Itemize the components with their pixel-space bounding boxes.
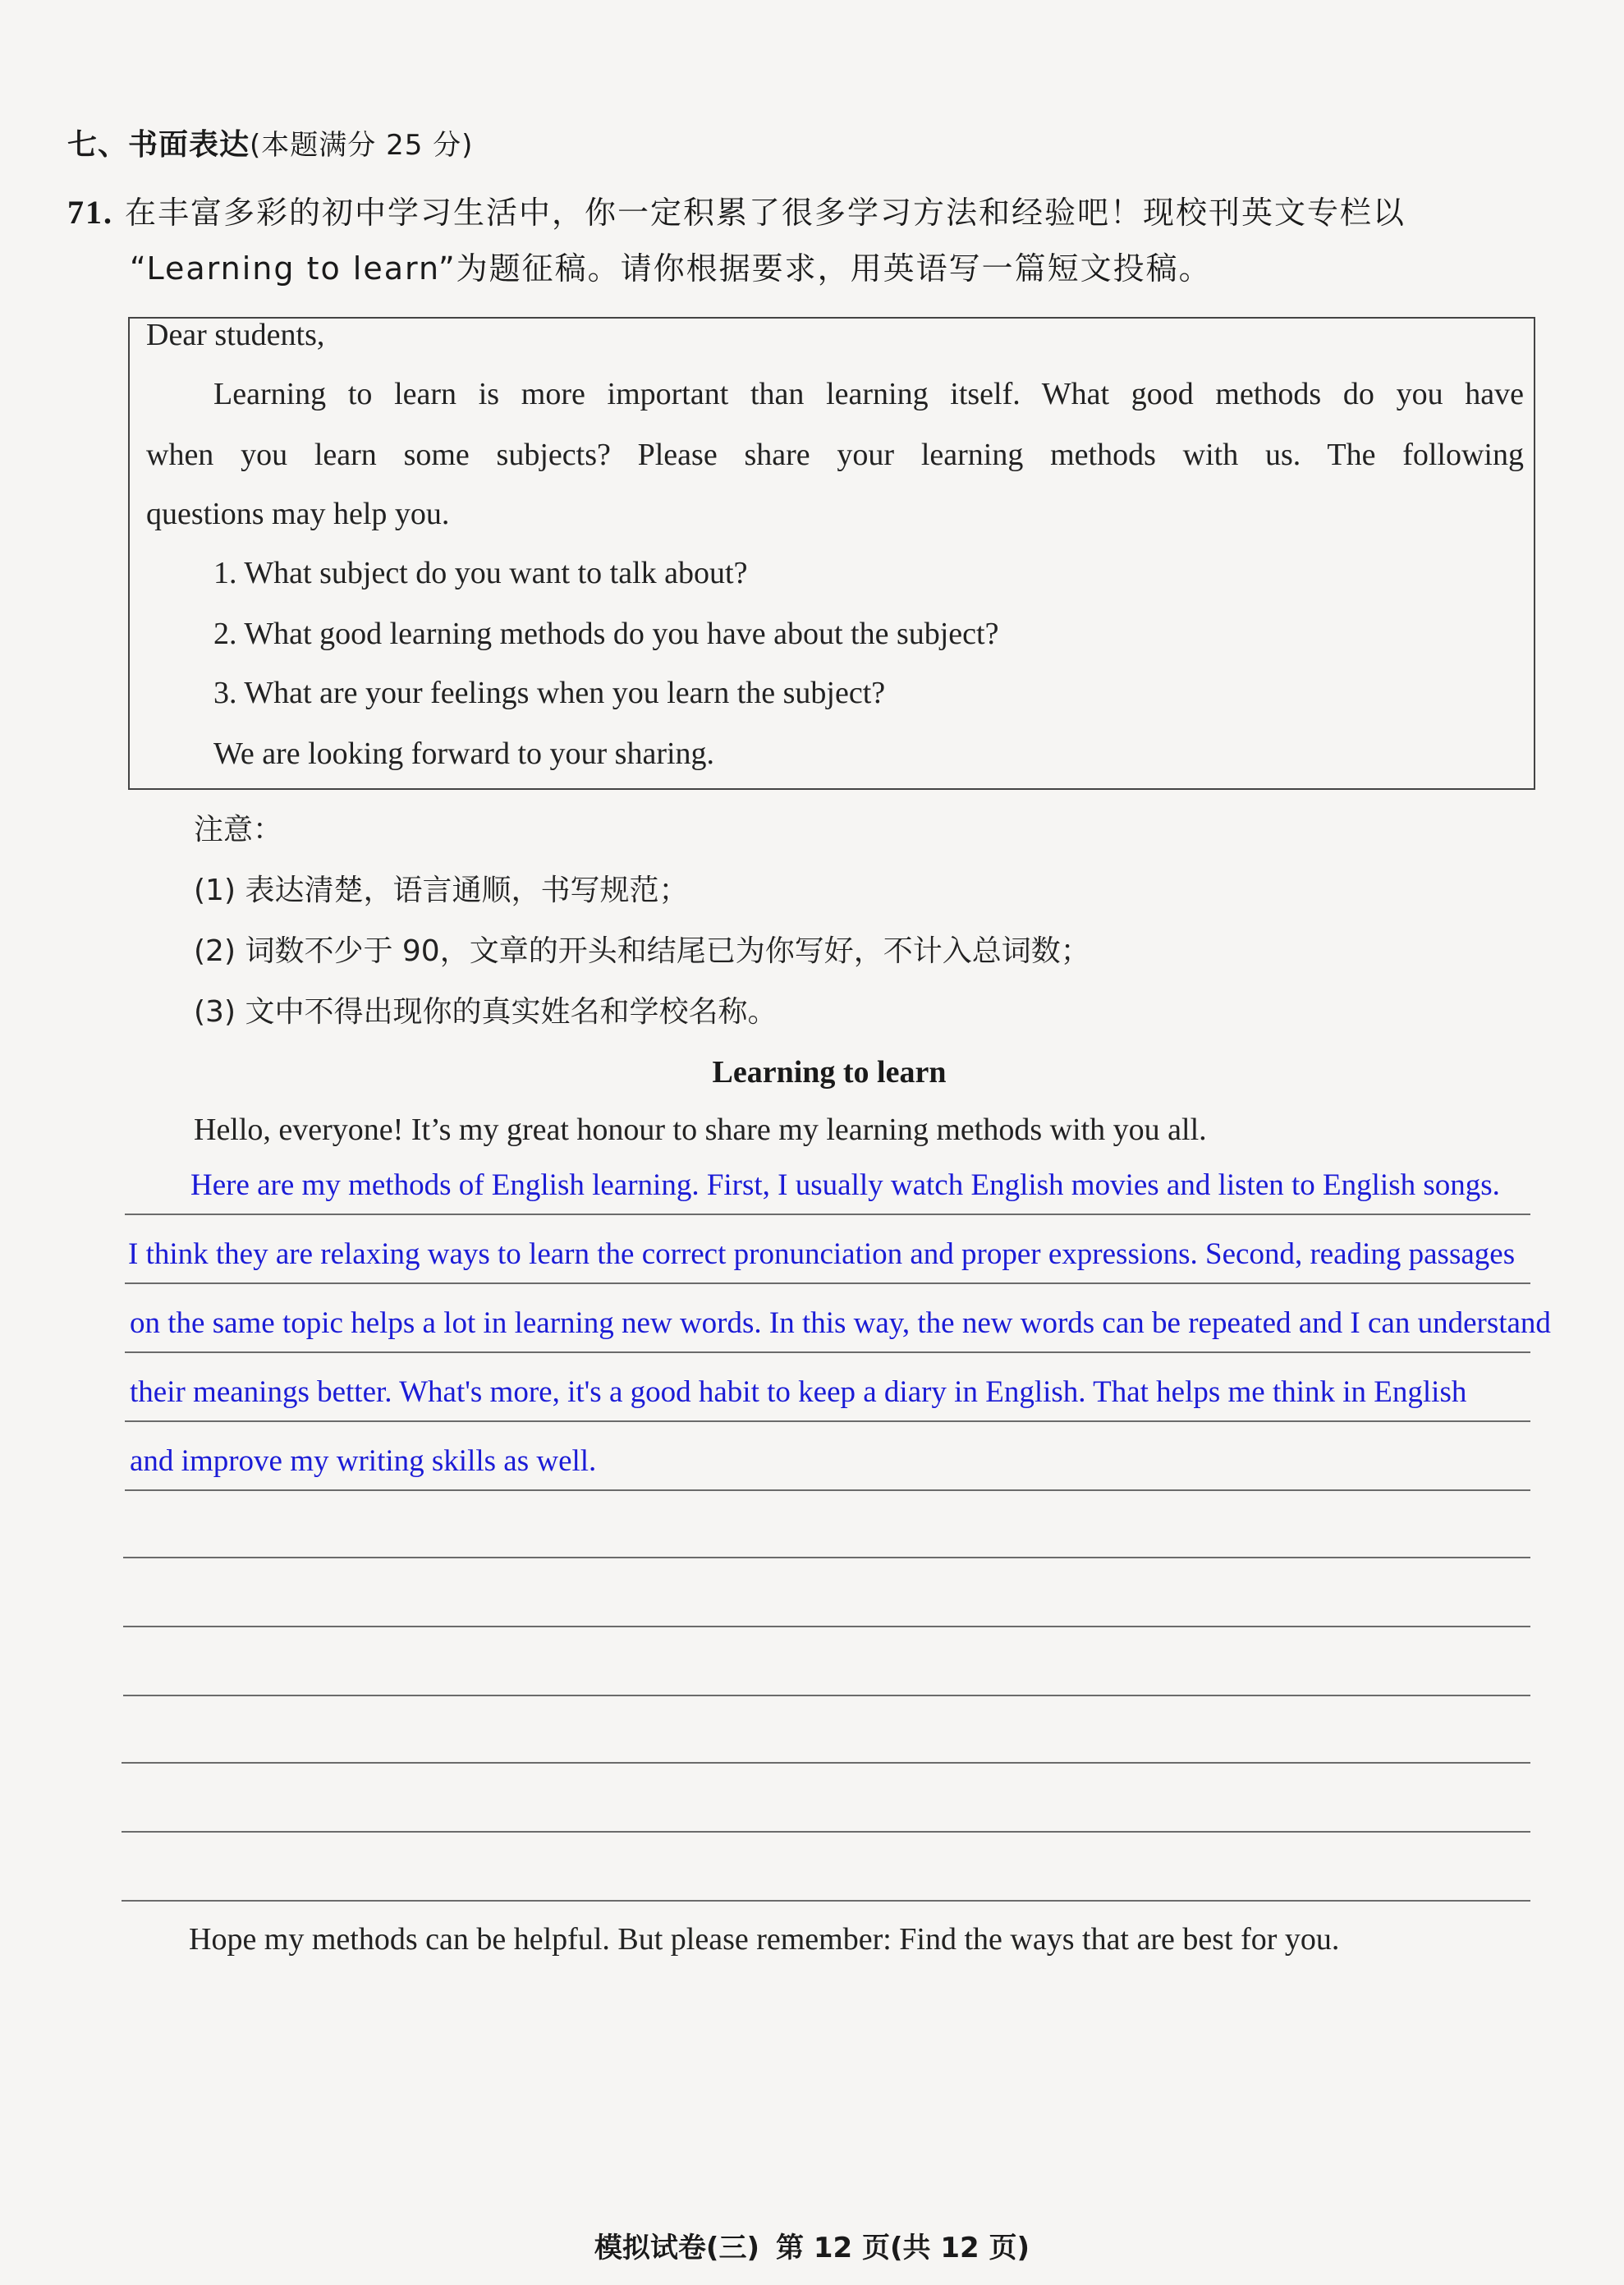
prompt-closing: We are looking forward to your sharing. [213, 736, 715, 771]
prompt-paragraph-line-2: when you learn some subjects? Please share your learning methods with us. The following [146, 438, 1524, 472]
writing-rule [125, 1489, 1530, 1491]
prompt-question-3: 3. What are your feelings when you learn the subject? [213, 676, 886, 710]
prompt-question-2: 2. What good learning methods do you have about the subject? [213, 617, 999, 651]
handwritten-line-3: on the same topic helps a lot in learning new words. In this way, the new words can be repeated and I can understand [130, 1306, 1551, 1340]
writing-rule [125, 1282, 1530, 1284]
section-score-note: (本题满分 25 分) [250, 129, 474, 162]
writing-rule [122, 1900, 1530, 1902]
page-footer [0, 2225, 1624, 2265]
notes-heading: 注意： [194, 813, 283, 847]
question-text-2: “Learning to learn”为题征稿。请你根据要求，用英语写一篇短文投稿。 [130, 250, 1212, 287]
note-item-1: (1) 表达清楚，语言通顺，书写规范； [194, 874, 689, 907]
writing-rule [122, 1831, 1530, 1833]
handwritten-line-5: and improve my writing skills as well. [130, 1444, 597, 1478]
essay-closing: Hope my methods can be helpful. But please remember: Find the ways that are best for you. [189, 1922, 1340, 1957]
question-text-1: 在丰富多彩的初中学习生活中，你一定积累了很多学习方法和经验吧！现校刊英文专栏以 [125, 195, 1406, 231]
writing-rule [123, 1626, 1530, 1627]
note-item-2: (2) 词数不少于 90，文章的开头和结尾已为你写好，不计入总词数； [194, 934, 1090, 968]
note-item-3: (3) 文中不得出现你的真实姓名和学校名称。 [194, 995, 778, 1029]
writing-rule [125, 1420, 1530, 1422]
handwritten-line-1: Here are my methods of English learning. First, I usually watch English movies and listen to English songs. [190, 1168, 1500, 1202]
writing-rule [122, 1762, 1530, 1764]
writing-rule [125, 1351, 1530, 1353]
writing-rule [123, 1557, 1530, 1558]
prompt-paragraph-line-1: Learning to learn is more important than learning itself. What good methods do you have [213, 377, 1524, 411]
section-title-text: 七、书面表达 [67, 128, 250, 162]
question-line-1 [67, 187, 1406, 232]
prompt-question-1: 1. What subject do you want to talk about? [213, 556, 748, 590]
footer-page-number: 第 12 页(共 12 页) [776, 2232, 1030, 2264]
writing-rule [125, 1214, 1530, 1215]
prompt-greeting: Dear students, [146, 318, 325, 352]
writing-rule [123, 1695, 1530, 1696]
prompt-paragraph-line-3: questions may help you. [146, 497, 450, 531]
essay-title: Learning to learn [712, 1055, 947, 1090]
essay-opening: Hello, everyone! It’s my great honour to share my learning methods with you all. [194, 1113, 1207, 1147]
question-number: 71. [67, 194, 113, 231]
section-title [67, 122, 473, 163]
footer-paper-name: 模拟试卷(三) [594, 2232, 759, 2264]
handwritten-line-4: their meanings better. What's more, it's a good habit to keep a diary in English. That helps me think in English [130, 1375, 1467, 1409]
handwritten-line-2: I think they are relaxing ways to learn the correct pronunciation and proper expressions. Second, reading passages [128, 1237, 1516, 1271]
